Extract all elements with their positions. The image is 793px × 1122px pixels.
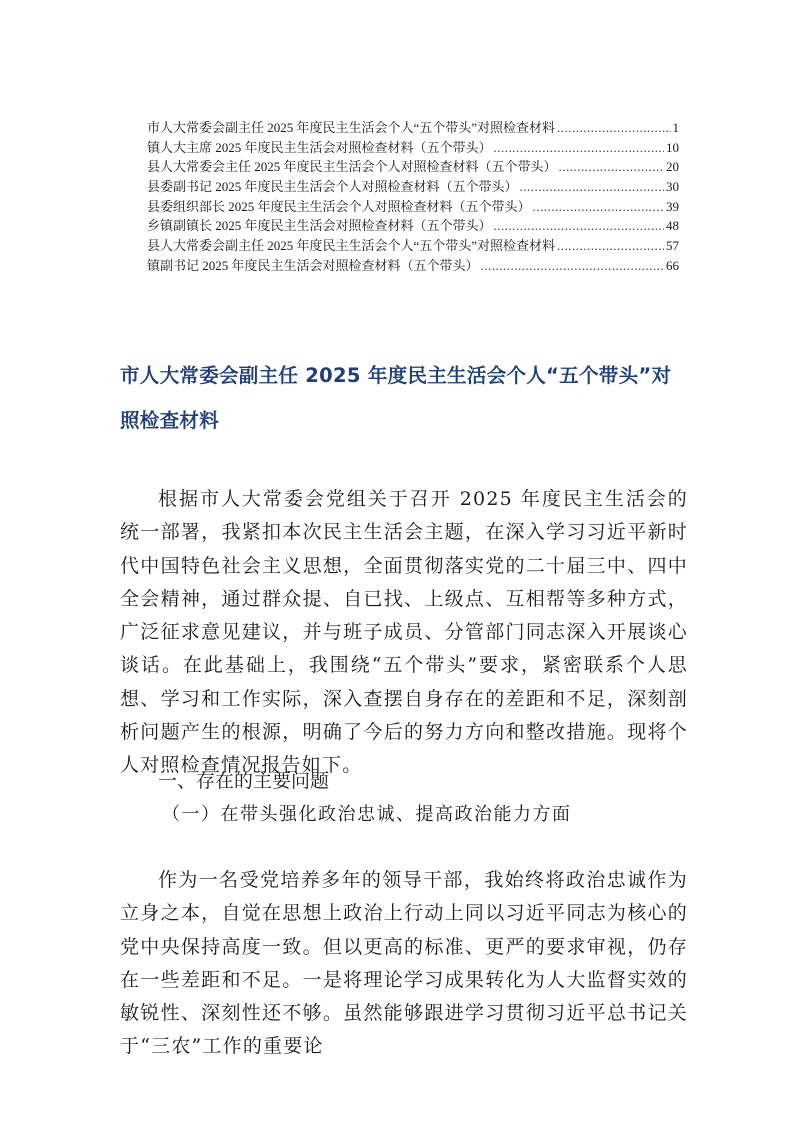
section-heading: 一、存在的主要问题 — [158, 770, 330, 792]
toc-entry-title: 镇人大主席 2025 年度民主生活会对照检查材料（五个带头） — [147, 139, 492, 155]
toc-leader-dots — [494, 138, 664, 158]
toc-leader-dots — [494, 216, 664, 236]
toc-entry-page: 39 — [666, 198, 679, 214]
toc-leader-dots — [557, 118, 670, 138]
document-title: 市人大常委会副主任 2025 年度民主生活会个人“五个带头”对照检查材料 — [120, 364, 672, 433]
toc-entry[interactable] — [147, 177, 679, 197]
toc-entry[interactable] — [147, 197, 679, 217]
toc-leader-dots — [559, 157, 664, 177]
intro-paragraph: 根据市人大常委会党组关于召开 2025 年度民主生活会的统一部署，我紧扣本次民主生活会主题，在深入学习习近平新时代中国特色社会主义思想，全面贯彻落实党的二十届三中、四中全会精神，通过群众提、自已找、上级点、互相帮等多种方式，广泛征求意见建议，并与班子成员、分管部门同志深入开展谈心谈话。在此基础上，我围绕“五个带头”要求，紧密联系个人思想、学习和工作实际，深入查摆自身存在的差距和不足，深刻剖析问题产生的根源，明确了今后的努力方向和整改措施。现将个人对照检查情况报告如下。 — [120, 488, 688, 777]
toc-entry-page: 10 — [666, 139, 679, 155]
toc-entry[interactable] — [147, 138, 679, 158]
toc-entry[interactable] — [147, 157, 679, 177]
toc-entry[interactable] — [147, 236, 679, 256]
toc-entry-page: 30 — [666, 179, 679, 195]
toc-leader-dots — [520, 177, 664, 197]
toc-entry-title: 乡镇副镇长 2025 年度民主生活会对照检查材料（五个带头） — [147, 218, 492, 234]
toc-entry-title: 县委副书记 2025 年度民主生活会个人对照检查材料（五个带头） — [147, 179, 518, 195]
toc-entry-title: 镇副书记 2025 年度民主生活会对照检查材料（五个带头） — [147, 257, 479, 273]
toc-entry[interactable] — [147, 216, 679, 236]
toc-leader-dots — [481, 256, 664, 276]
toc-entry-page: 20 — [666, 159, 679, 175]
toc-entry-page: 66 — [666, 257, 679, 273]
toc-entry[interactable] — [147, 256, 679, 276]
toc-entry-title: 县人大常委会主任 2025 年度民主生活会个人对照检查材料（五个带头） — [147, 159, 557, 175]
subsection-heading: （一）在带头强化政治忠诚、提高政治能力方面 — [162, 804, 572, 825]
toc-leader-dots — [557, 236, 664, 256]
toc-entry-page: 1 — [672, 120, 679, 135]
toc-entry-page: 57 — [666, 238, 679, 254]
toc-entry[interactable] — [147, 118, 679, 138]
toc-entry-title: 县委组织部长 2025 年度民主生活会个人对照检查材料（五个带头） — [147, 198, 531, 214]
toc-entry-title: 市人大常委会副主任 2025 年度民主生活会个人“五个带头”对照检查材料 — [147, 120, 556, 135]
toc-entry-title: 县人大常委会副主任 2025 年度民主生活会个人“五个带头”对照检查材料 — [147, 238, 556, 254]
toc-leader-dots — [533, 197, 664, 217]
table-of-contents — [147, 118, 679, 276]
section-paragraph: 作为一名受党培养多年的领导干部，我始终将政治忠诚作为立身之本，自觉在思想上政治上行动上同以习近平同志为核心的党中央保持高度一致。但以更高的标准、更严的要求审视，仍存在一些差距和不足。一是将理论学习成果转化为人大监督实效的敏锐性、深刻性还不够。虽然能够跟进学习贯彻习近平总书记关于“三农”工作的重要论 — [120, 869, 688, 1058]
toc-entry-page: 48 — [666, 218, 679, 234]
